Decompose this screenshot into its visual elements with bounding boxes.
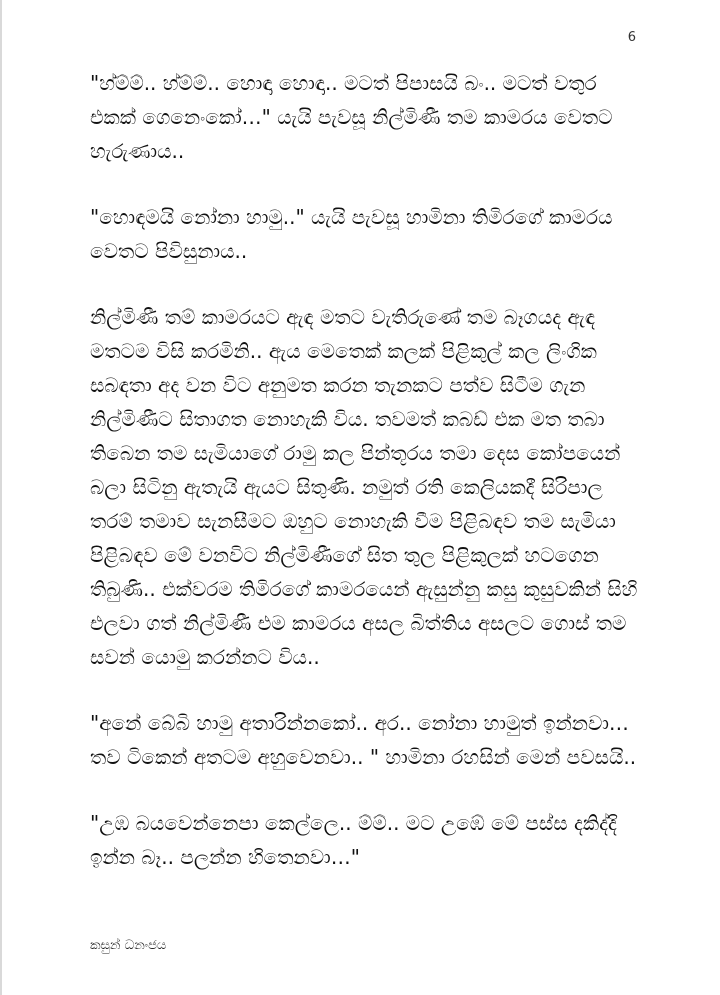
paragraph-3: නිල්මිණී තම් කාමරයට ඇඳ මතට වැතිරුණේ තම බෑගයද ඇඳ මතටම විසි කරමිනි.. ඇය මෙතෙක් කලක් පිළිකුල් කල ලිංගික සබඳතා අද වන විට අනුමත කරන තැනකට පත්ව සිටීම ගැන නිල්මිණීට සිතාගත නොහැකි විය. තවමත් කබඩ් එක මත තබා තිබෙන තම සැමියාගේ රාමු කල පින්තූරය තමා දෙස කෝපයෙන් බලා සිටිනු ඇතැයි ඇයට සිතුණි. නමුත් රති කෙලියකදී සිරිපාල තරම් තමාව සැනසීමට ඔහුට නොහැකි වීම පිළිබඳව තම සැමියා පිළිබඳව මේ වනවිට නිල්මිණීගේ සිත තුල පිළිකුලක් හටගෙන තිබුණි.. එක්වරම තිමිරගේ කාමරයෙන් ඇසුන්නු කසු කුසුවකින් සිහි එලවා ගත් නිල්මිණී එම කාමරය අසල බිත්තිය අසලට ගොස් තම සවන් යොමු කරන්නට විය.. bbox=[90, 305, 638, 669]
page-edge bbox=[0, 0, 2, 995]
page-number: 6 bbox=[627, 30, 636, 45]
story-body bbox=[90, 66, 645, 906]
paragraph-2: "හොඳමයි නෝනා හාමු.." යැයි පැවසූ හාමිනා තිමිරගේ කාමරය වෙතට පිවිසුනාය.. bbox=[90, 205, 613, 263]
paragraph-1: "හ්ම්ම්.. හ්ම්ම්.. හොඳා හොඳා.. මටත් පිපාසයි බං.. මටත් වතුර එකක් ගෙනෙංකෝ…" යැයි පැවසූ නිල්මිණී තම කාමරය වෙතට හැරුණාය.. bbox=[90, 71, 613, 163]
author-footer: කසුන් ධනංජය bbox=[90, 938, 167, 953]
paragraph-5: "උඹ බයවෙන්නෙපා කෙල්ලෙ.. ම්ම්.. මට උඹේ මේ පස්ස දකිද්දි ඉන්න බෑ.. පලන්න හිතෙනවා…" bbox=[90, 811, 617, 869]
paragraph-4: "අනේ බේබි හාමු අතාරින්නකෝ.. අර.. නෝනා හාමුත් ඉන්නවා… තව ටිකෙන් අතටම අහුවෙනවා.. " හාමිනා රහසින් මෙන් පවසයි.. bbox=[90, 711, 637, 769]
